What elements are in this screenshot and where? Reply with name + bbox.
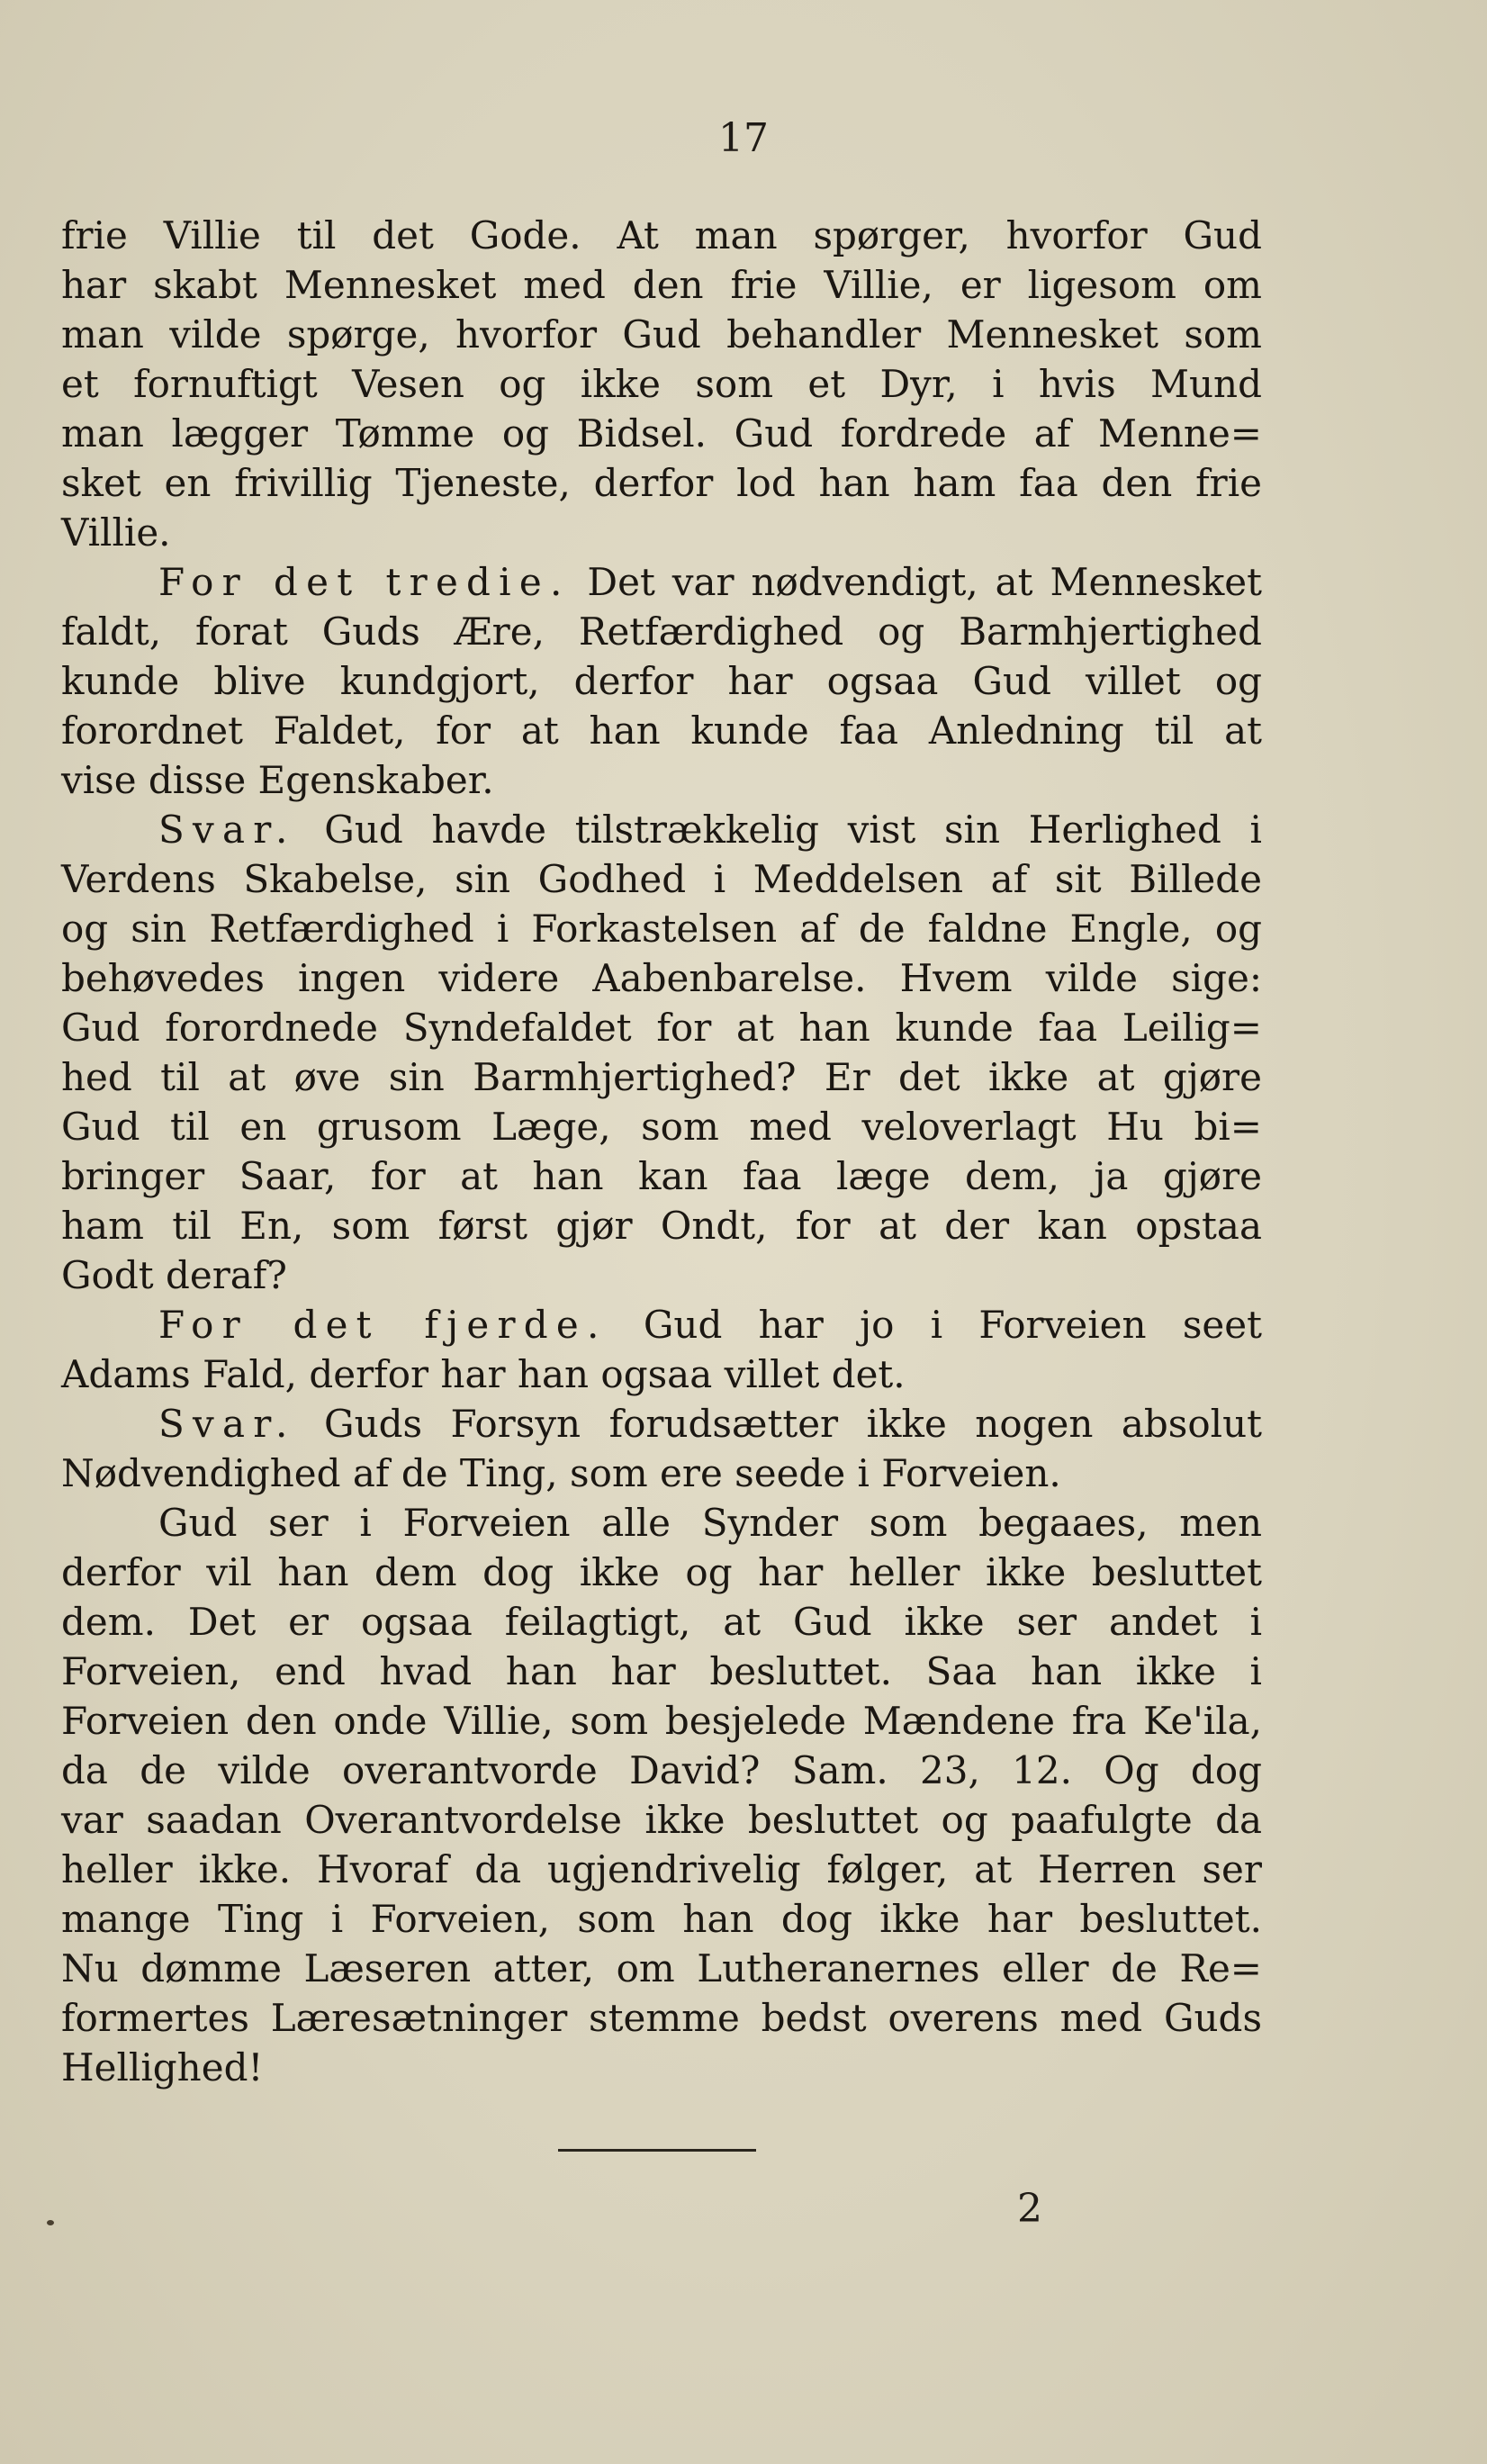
- line-text: har skabt Mennesket med den frie Villie, er ligesom om: [61, 263, 1262, 307]
- line-text: hed til at øve sin Barmhjertighed? Er det ikke at gjøre: [61, 1055, 1262, 1099]
- section-lead: For det fjerde.: [158, 1303, 608, 1347]
- line-text: Det var nødvendigt, at Mennesket: [570, 560, 1262, 604]
- text-line: [61, 1597, 1262, 1647]
- text-line: [61, 1201, 1262, 1250]
- line-text: Gud forordnede Syndefaldet for at han kunde faa Leilig=: [61, 1006, 1262, 1050]
- text-line: [61, 1795, 1262, 1845]
- line-text: heller ikke. Hvoraf da ugjendrivelig følger, at Herren ser: [61, 1847, 1262, 1891]
- page-number: 17: [718, 115, 769, 161]
- text-line: [61, 1102, 1262, 1151]
- line-text: behøvedes ingen videre Aabenbarelse. Hvem vilde sige:: [61, 956, 1262, 1000]
- line-text: Gud ser i Forveien alle Synder som begaaes, men: [158, 1501, 1262, 1545]
- text-line: [61, 1548, 1262, 1597]
- signature-mark: 2: [1017, 2186, 1042, 2232]
- line-text: bringer Saar, for at han kan faa læge dem, ja gjøre: [61, 1154, 1262, 1198]
- text-line: [61, 211, 1262, 260]
- text-line: [61, 508, 1262, 557]
- line-text: kunde blive kundgjort, derfor har ogsaa Gud villet og: [61, 659, 1262, 703]
- section-rule: [558, 2149, 756, 2152]
- line-text: formertes Læresætninger stemme bedst overens med Guds: [61, 1996, 1262, 2040]
- line-text: var saadan Overantvordelse ikke besluttet og paafulgte da: [61, 1798, 1262, 1842]
- line-text: Hellighed!: [61, 2045, 264, 2089]
- line-text: man vilde spørge, hvorfor Gud behandler Mennesket som: [61, 312, 1262, 357]
- text-line: [61, 1696, 1262, 1746]
- text-line: [61, 953, 1262, 1003]
- text-line: [61, 755, 1262, 805]
- line-text: Forveien, end hvad han har besluttet. Saa han ikke i: [61, 1649, 1262, 1693]
- text-line: [61, 854, 1262, 904]
- line-text: Nu dømme Læseren atter, om Lutheranernes eller de Re=: [61, 1946, 1262, 1990]
- line-text: et fornuftigt Vesen og ikke som et Dyr, i hvis Mund: [61, 362, 1262, 406]
- text-line: [61, 557, 1262, 607]
- line-text: og sin Retfærdighed i Forkastelsen af de faldne Engle, og: [61, 907, 1262, 951]
- line-text: Gud til en grusom Læge, som med veloverlagt Hu bi=: [61, 1105, 1262, 1149]
- text-line: [61, 1498, 1262, 1548]
- text-line: [61, 1250, 1262, 1300]
- line-text: Verdens Skabelse, sin Godhed i Meddelsen af sit Billede: [61, 857, 1262, 901]
- line-text: da de vilde overantvorde David? Sam. 23, 12. Og dog: [61, 1748, 1262, 1792]
- line-text: ham til En, som først gjør Ondt, for at der kan opstaa: [61, 1204, 1262, 1248]
- text-line: [61, 1894, 1262, 1944]
- line-text: dem. Det er ogsaa feilagtigt, at Gud ikke ser andet i: [61, 1600, 1262, 1644]
- line-text: vise disse Egenskaber.: [61, 758, 494, 802]
- text-line: [61, 409, 1262, 458]
- text-line: [61, 1349, 1262, 1399]
- section-lead: Svar.: [158, 1402, 296, 1446]
- line-text: frie Villie til det Gode. At man spørger, hvorfor Gud: [61, 213, 1262, 257]
- line-text: Gud havde tilstrækkelig vist sin Herlighed i: [295, 808, 1262, 852]
- body-text: [61, 211, 1262, 2092]
- ink-spot: [47, 2220, 54, 2225]
- text-line: [61, 1151, 1262, 1201]
- line-text: derfor vil han dem dog ikke og har heller ikke besluttet: [61, 1550, 1262, 1594]
- text-line: [61, 904, 1262, 953]
- line-text: Adams Fald, derfor har han ogsaa villet det.: [61, 1352, 906, 1396]
- text-line: [61, 1449, 1262, 1498]
- line-text: Forveien den onde Villie, som besjelede Mændene fra Ke'ila,: [61, 1699, 1262, 1743]
- text-line: [61, 805, 1262, 854]
- line-text: mange Ting i Forveien, som han dog ikke har besluttet.: [61, 1897, 1262, 1941]
- text-line: [61, 1052, 1262, 1102]
- line-text: faldt, forat Guds Ære, Retfærdighed og Barmhjertighed: [61, 609, 1262, 654]
- text-line: [61, 1944, 1262, 1993]
- text-line: [61, 607, 1262, 656]
- section-lead: For det tredie.: [158, 560, 571, 604]
- text-line: [61, 1845, 1262, 1894]
- line-text: Guds Forsyn forudsætter ikke nogen absolut: [295, 1402, 1262, 1446]
- text-line: [61, 1300, 1262, 1349]
- text-line: [61, 1399, 1262, 1449]
- text-line: [61, 310, 1262, 359]
- line-text: man lægger Tømme og Bidsel. Gud fordrede af Menne=: [61, 411, 1262, 456]
- line-text: Nødvendighed af de Ting, som ere seede i Forveien.: [61, 1451, 1061, 1495]
- text-line: [61, 656, 1262, 706]
- text-line: [61, 1993, 1262, 2043]
- text-line: [61, 1746, 1262, 1795]
- text-line: [61, 260, 1262, 310]
- line-text: Godt deraf?: [61, 1253, 287, 1297]
- text-line: [61, 1003, 1262, 1052]
- text-line: [61, 2043, 1262, 2092]
- text-line: [61, 359, 1262, 409]
- line-text: Gud har jo i Forveien seet: [607, 1303, 1262, 1347]
- text-line: [61, 1647, 1262, 1696]
- text-line: [61, 458, 1262, 508]
- line-text: sket en frivillig Tjeneste, derfor lod han ham faa den frie: [61, 461, 1262, 505]
- section-lead: Svar.: [158, 808, 296, 852]
- line-text: forordnet Faldet, for at han kunde faa Anledning til at: [61, 709, 1262, 753]
- line-text: Villie.: [61, 510, 171, 555]
- text-line: [61, 706, 1262, 755]
